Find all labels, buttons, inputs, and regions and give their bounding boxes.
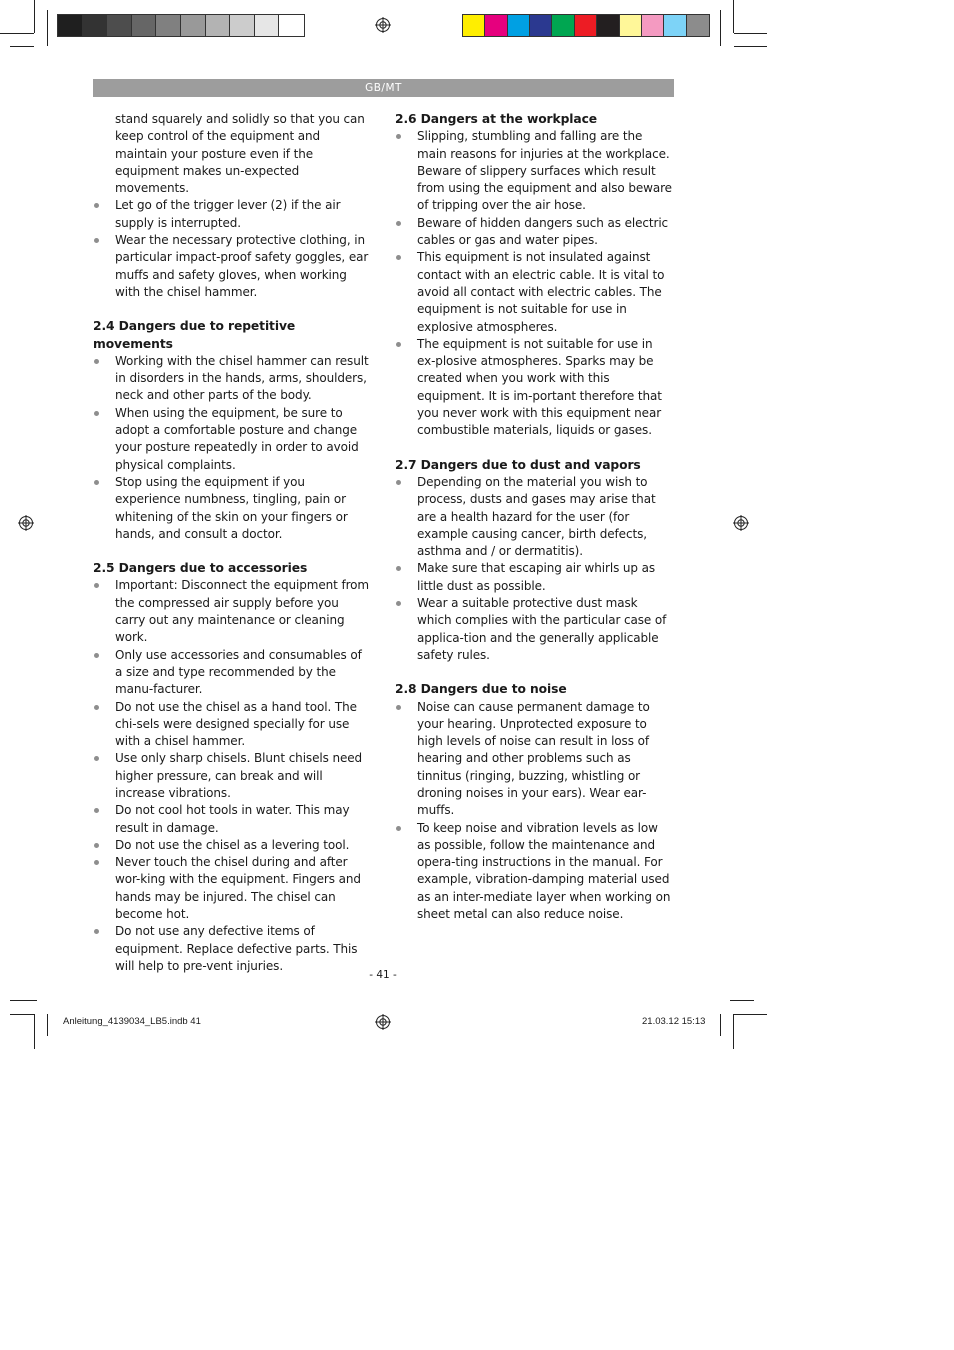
footer-date-time: 21.03.12 15:13 xyxy=(642,1016,706,1027)
bullet-icon xyxy=(396,342,401,347)
list-item-text: Depending on the material you wish to process, dusts and gases may arise that are a health hazard for the user (for example causing cancer, birth defects, asthma and / or dermatitis). xyxy=(417,474,656,559)
bullet-icon xyxy=(396,480,401,485)
registration-target-icon xyxy=(733,515,749,531)
color-patch xyxy=(575,15,597,36)
list-item-text: Do not use the chisel as a levering tool. xyxy=(115,837,350,852)
list-item xyxy=(395,560,673,595)
list-item-text: Working with the chisel hammer can result in disorders in the hands, arms, shoulders, neck and other parts of the body. xyxy=(115,353,369,403)
bullet-icon xyxy=(396,705,401,710)
list-item xyxy=(395,128,673,214)
bullet-icon xyxy=(396,255,401,260)
registration-target-icon xyxy=(375,17,391,33)
bullet-icon xyxy=(94,238,99,243)
list-item xyxy=(93,750,371,802)
list-item-text: Beware of hidden dangers such as electric cables or gas and water pipes. xyxy=(417,215,669,248)
color-patch xyxy=(485,15,507,36)
list-item xyxy=(395,474,673,560)
list-item xyxy=(93,837,371,854)
list-item xyxy=(395,249,673,335)
color-patch xyxy=(279,15,304,36)
color-patch xyxy=(664,15,686,36)
list-item-text: When using the equipment, be sure to adopt a comfortable posture and change your posture repeatedly in order to avoid physical complaints. xyxy=(115,405,359,472)
list-item-text: Do not cool hot tools in water. This may result in damage. xyxy=(115,803,350,835)
bullet-icon xyxy=(396,221,401,226)
color-patch xyxy=(156,15,181,36)
list-item-text: This equipment is not insulated against contact with an electric cable. It is vital to avoid all contact with electric cables. The equipment is not suitable for use in explosive atmospheres. xyxy=(417,250,665,334)
bullet-icon xyxy=(396,134,401,139)
color-patch xyxy=(255,15,280,36)
list-item xyxy=(395,699,673,820)
page-number: - 41 - xyxy=(369,969,397,981)
section-heading-2-4: 2.4 Dangers due to repetitive movements xyxy=(93,319,296,351)
section-2-7-list xyxy=(395,474,673,664)
list-item-text: Let go of the trigger lever (2) if the air supply is interrupted. xyxy=(115,198,341,230)
color-patch xyxy=(181,15,206,36)
list-item xyxy=(93,647,371,699)
color-patch xyxy=(620,15,642,36)
list-item-text: Wear the necessary protective clothing, in particular impact-proof safety goggles, ear muffs and safety gloves, when working with the chisel hammer. xyxy=(115,233,369,299)
list-item xyxy=(93,232,371,301)
list-item xyxy=(395,215,673,250)
bullet-icon xyxy=(94,860,99,865)
list-item-text: Never touch the chisel during and after wor-king with the equipment. Fingers and hands may be injured. The chisel can become hot. xyxy=(115,855,361,922)
list-item-text: Make sure that escaping air whirls up as little dust as possible. xyxy=(417,561,656,593)
intro-continuation: stand squarely and solidly so that you can keep control of the equipment and maintain your posture even if the equipment makes un-expected movements. xyxy=(115,112,365,196)
bullet-icon xyxy=(94,705,99,710)
bullet-icon xyxy=(94,480,99,485)
bullet-icon xyxy=(396,601,401,606)
bullet-icon xyxy=(396,826,401,831)
section-2-4-list xyxy=(93,353,371,543)
list-item-text: Only use accessories and consumables of a size and type recommended by the manu-facturer. xyxy=(115,647,362,697)
list-item xyxy=(93,923,371,975)
bullet-icon xyxy=(396,566,401,571)
list-item xyxy=(93,854,371,923)
color-patch xyxy=(463,15,485,36)
language-code: GB/MT xyxy=(365,82,402,94)
bullet-icon xyxy=(94,929,99,934)
list-item-text: Important: Disconnect the equipment from the compressed air supply before you carry out any maintenance or cleaning work. xyxy=(115,578,370,645)
grayscale-color-bar xyxy=(57,14,305,37)
bullet-icon xyxy=(94,653,99,658)
color-patch xyxy=(132,15,157,36)
list-item xyxy=(395,595,673,664)
bullet-icon xyxy=(94,359,99,364)
list-item xyxy=(93,197,371,232)
list-item xyxy=(93,699,371,751)
section-heading-2-7: 2.7 Dangers due to dust and vapors xyxy=(395,457,641,472)
registration-target-icon xyxy=(18,515,34,531)
bullet-icon xyxy=(94,411,99,416)
bullet-icon xyxy=(94,843,99,848)
list-item xyxy=(395,336,673,440)
list-item-text: The equipment is not suitable for use in ex-plosive atmospheres. Sparks may be created when you work with this equipment. It is im-portant therefore that you never work with this equipment near combustible materials, liquids or gases. xyxy=(417,336,662,438)
list-item-text: Noise can cause permanent damage to your hearing. Unprotected exposure to high levels of noise can result in loss of hearing and other problems such as tinnitus (ringing, buzzing, whistling or droning noises in your ears). Wear ear-muffs. xyxy=(417,699,650,818)
section-2-8-list xyxy=(395,699,673,924)
bullet-icon xyxy=(94,583,99,588)
bullet-icon xyxy=(94,808,99,813)
section-heading-2-5: 2.5 Dangers due to accessories xyxy=(93,561,308,576)
color-patch xyxy=(83,15,108,36)
list-item xyxy=(93,405,371,474)
section-2-5-list xyxy=(93,577,371,975)
bullet-icon xyxy=(94,756,99,761)
language-band xyxy=(93,79,674,97)
color-patch xyxy=(552,15,574,36)
section-heading-2-8: 2.8 Dangers due to noise xyxy=(395,682,567,697)
color-patch xyxy=(597,15,619,36)
intro-bullet-list xyxy=(93,197,371,301)
list-item xyxy=(93,474,371,543)
color-patch xyxy=(230,15,255,36)
color-patch xyxy=(206,15,231,36)
section-heading-2-6: 2.6 Dangers at the workplace xyxy=(395,112,598,126)
registration-target-icon xyxy=(375,1014,391,1030)
color-patch xyxy=(642,15,664,36)
list-item xyxy=(395,820,673,924)
color-patch xyxy=(107,15,132,36)
list-item-text: Wear a suitable protective dust mask which complies with the particular case of applica-tion and the generally applicable safety rules. xyxy=(417,596,667,662)
list-item-text: Do not use the chisel as a hand tool. The chi-sels were designed specially for use with a chisel hammer. xyxy=(115,699,357,749)
list-item-text: To keep noise and vibration levels as low as possible, follow the maintenance and opera-ting instructions in the manual. For example, vibration-damping material used as an inter-mediate layer when working on sheet metal can also reduce noise. xyxy=(417,820,671,922)
list-item-text: Use only sharp chisels. Blunt chisels need higher pressure, can break and will increase vibrations. xyxy=(115,751,363,800)
list-item xyxy=(93,802,371,837)
color-patch xyxy=(58,15,83,36)
section-2-6-list xyxy=(395,128,673,439)
footer-file-info: Anleitung_4139034_LB5.indb 41 xyxy=(63,1016,201,1027)
right-column xyxy=(395,111,673,923)
color-patch xyxy=(508,15,530,36)
list-item-text: Stop using the equipment if you experience numbness, tingling, pain or whitening of the skin on your fingers or hands, and consult a doctor. xyxy=(115,474,348,541)
left-column xyxy=(93,111,371,975)
list-item xyxy=(93,353,371,405)
bullet-icon xyxy=(94,203,99,208)
list-item-text: Slipping, stumbling and falling are the main reasons for injuries at the workplace. Beware of slippery surfaces which result from using the equipment and also beware of tripping over the air hose. xyxy=(417,129,672,213)
color-patch xyxy=(530,15,552,36)
list-item-text: Do not use any defective items of equipment. Replace defective parts. This will help to pre-vent injuries. xyxy=(115,924,358,973)
color-patch xyxy=(687,15,709,36)
list-item xyxy=(93,577,371,646)
process-color-bar xyxy=(462,14,710,37)
